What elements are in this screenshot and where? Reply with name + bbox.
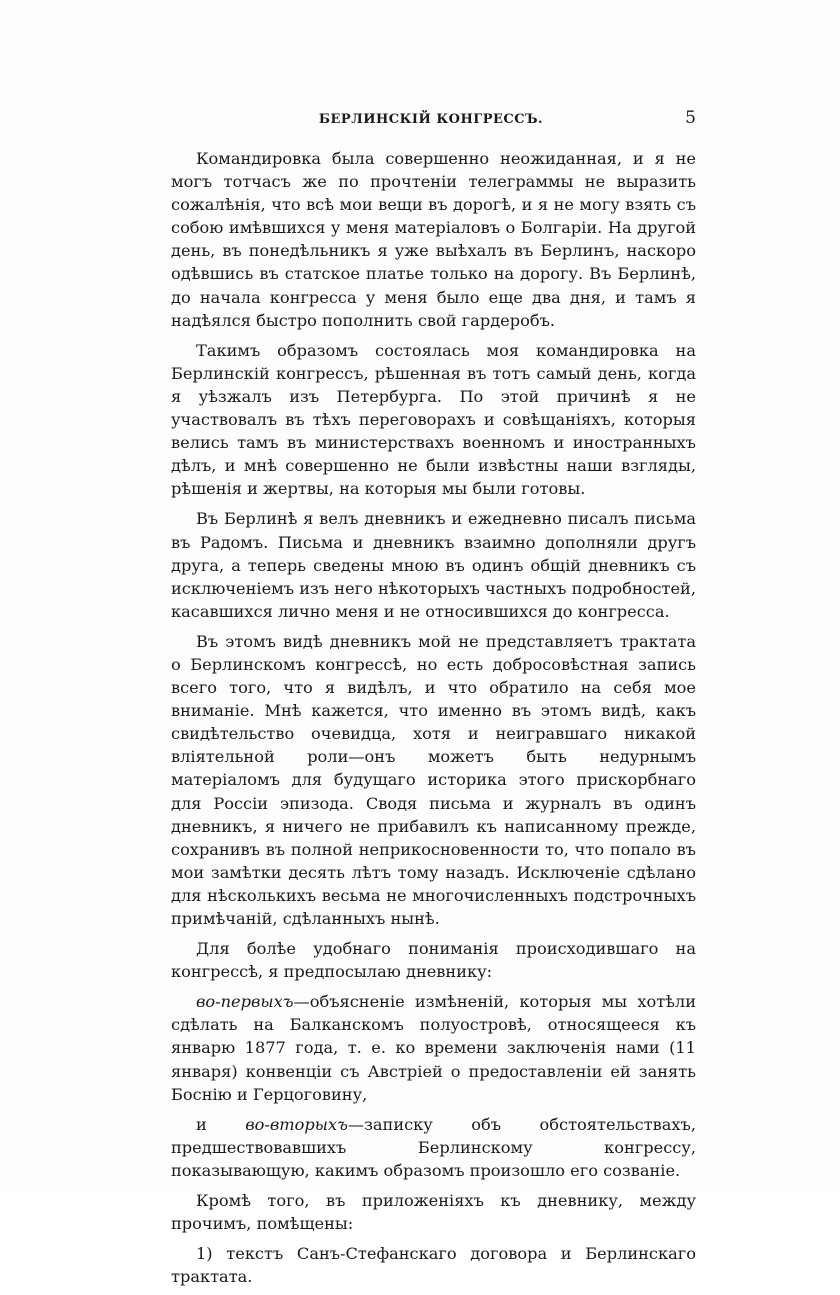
- paragraph-berlin-congress-assignment: Такимъ образомъ состоялась моя командировка на Берлинскій конгрессъ, рѣшенная въ тотъ самый день, когда я уѣзжалъ изъ Петербурга. По этой причинѣ я не участвовалъ въ тѣхъ переговорахъ и совѣщаніяхъ, которыя велись тамъ въ министерствахъ военномъ и иностранныхъ дѣлъ, и мнѣ совершенно не были извѣстны наши взгляды, рѣшенія и жертвы, на которыя мы были готовы.: [171, 340, 696, 499]
- running-title: БЕРЛИНСКІЙ КОНГРЕССЪ.: [318, 112, 544, 127]
- list-item-second: [171, 1113, 696, 1182]
- paragraph-diary-and-letters: Въ Берлинѣ я велъ дневникъ и ежедневно писалъ письма въ Радомъ. Письма и дневникъ взаимно дополняли другъ друга, а теперь сведены мною въ одинъ общій дневникъ съ исключеніемъ изъ него нѣкоторыхъ частныхъ подробностей, касавшихся лично меня и не относившихся до конгресса.: [171, 509, 696, 621]
- page-number: 5: [685, 108, 696, 128]
- list-item-second-marker: во-вторыхъ: [245, 1114, 348, 1134]
- list-item-second-text: —записку объ обстоятельствахъ, предшествовавшихъ Берлинскому конгрессу, показывающую, какимъ образомъ произошло его созваніе.: [171, 1114, 696, 1180]
- paragraph-commission: Командировка была совершенно неожиданная, и я не могъ тотчасъ же по прочтеніи телеграммы не выразить сожалѣнія, что всѣ мои вещи въ дорогѣ, и я не могу взять съ собою имѣвшихся у меня матеріаловъ о Болгаріи. На другой день, въ понедѣльникъ я уже выѣхалъ въ Берлинъ, наскоро одѣвшись въ статское платье только на дорогу. Въ Берлинѣ, до начала конгресса у меня было еще два дня, и тамъ я надѣялся быстро пополнить свой гардеробъ.: [171, 149, 696, 330]
- running-head: [166, 108, 696, 134]
- paragraph-appendices: Кромѣ того, въ приложеніяхъ къ дневнику, между прочимъ, помѣщены:: [171, 1191, 696, 1234]
- list-item-first-text: —объясненіе измѣненій, которыя мы хотѣли сдѣлать на Балканскомъ полуостровѣ, относящееся къ январю 1877 года, т. е. ко времени заключенія нами (11 января) конвенціи съ Австріей о предоставленіи ей занять Боснію и Герцоговину,: [171, 992, 696, 1104]
- body-text: [171, 147, 696, 1295]
- list-item-first-marker: во-первыхъ: [196, 992, 294, 1012]
- numbered-item-treaties: 1) текстъ Санъ-Стефанскаго договора и Берлинскаго трактата.: [171, 1244, 696, 1287]
- paragraph-diary-value: Въ этомъ видѣ дневникъ мой не представляетъ трактата о Берлинскомъ конгрессѣ, но есть добросовѣстная запись всего того, что я видѣлъ, и что обратило на себя мое вниманіе. Мнѣ кажется, что именно въ этомъ видѣ, какъ свидѣтельство очевидца, хотя и неигравшаго никакой вліятельной роли—онъ можетъ быть недурнымъ матеріаломъ для будущаго историка этого прискорбнаго для Россіи эпизода. Сводя письма и журналъ въ одинъ дневникъ, я ничего не прибавилъ къ написанному прежде, сохранивъ въ полной неприкосновенности то, что попало въ мои замѣтки десять лѣтъ тому назадъ. Исключеніе сдѣлано для нѣсколькихъ весьма не многочисленныхъ подстрочныхъ примѣчаній, сдѣланныхъ нынѣ.: [171, 631, 696, 928]
- paragraph-preface-intro: Для болѣе удобнаго пониманія происходившаго на конгрессѣ, я предпосылаю дневнику:: [171, 939, 696, 982]
- list-item-first: [171, 990, 696, 1105]
- list-item-second-prefix: и: [196, 1114, 246, 1134]
